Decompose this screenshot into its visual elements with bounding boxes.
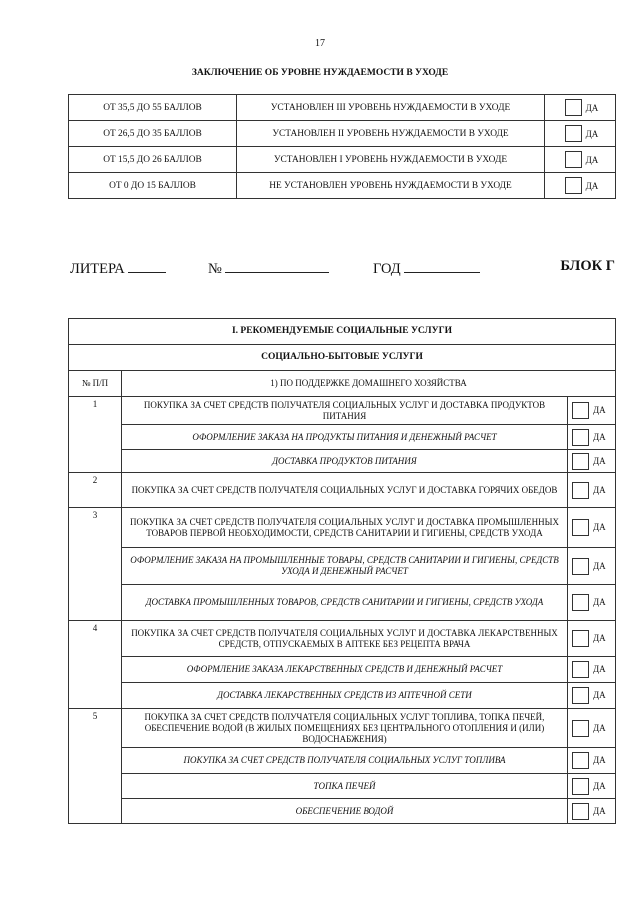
yes-checkbox[interactable] bbox=[572, 519, 589, 536]
item-number: 4 bbox=[69, 621, 122, 709]
yes-checkbox[interactable] bbox=[572, 752, 589, 769]
yes-label: ДА bbox=[585, 180, 599, 191]
answer-cell bbox=[568, 748, 616, 774]
answer-cell bbox=[545, 121, 616, 147]
item-number: 3 bbox=[69, 508, 122, 621]
service-row bbox=[69, 799, 616, 824]
yes-label: ДА bbox=[593, 484, 606, 495]
yes-label: ДА bbox=[593, 560, 606, 571]
yes-checkbox[interactable] bbox=[565, 99, 582, 116]
service-row bbox=[69, 709, 616, 748]
column-header-number: № П/П bbox=[69, 371, 122, 397]
care-level: УСТАНОВЛЕН I УРОВЕНЬ НУЖДАЕМОСТИ В УХОДЕ bbox=[237, 147, 545, 173]
page-number: 17 bbox=[315, 38, 325, 49]
conclusion-row bbox=[69, 147, 616, 173]
yes-checkbox[interactable] bbox=[572, 402, 589, 419]
answer-cell bbox=[568, 657, 616, 683]
number-field[interactable] bbox=[208, 258, 329, 278]
answer-cell bbox=[545, 147, 616, 173]
conclusion-row bbox=[69, 121, 616, 147]
item-number: 1 bbox=[69, 397, 122, 473]
service-row bbox=[69, 450, 616, 473]
yes-label: ДА bbox=[593, 431, 606, 442]
yes-label: ДА bbox=[593, 405, 606, 415]
year-field[interactable] bbox=[373, 258, 480, 278]
answer-cell bbox=[568, 585, 616, 621]
service-row bbox=[69, 774, 616, 799]
litera-field[interactable] bbox=[70, 258, 166, 278]
service-row bbox=[69, 473, 616, 508]
conclusion-table bbox=[68, 94, 616, 199]
answer-cell bbox=[568, 425, 616, 450]
yes-label: ДА bbox=[593, 722, 606, 733]
yes-label: ДА bbox=[585, 102, 599, 113]
yes-label: ДА bbox=[593, 522, 606, 532]
answer-cell bbox=[568, 709, 616, 748]
service-description: ОФОРМЛЕНИЕ ЗАКАЗА ЛЕКАРСТВЕННЫХ СРЕДСТВ И ДЕНЕЖНЫЙ РАСЧЕТ bbox=[122, 657, 568, 683]
service-row bbox=[69, 508, 616, 548]
yes-checkbox[interactable] bbox=[572, 453, 589, 470]
conclusion-title: ЗАКЛЮЧЕНИЕ ОБ УРОВНЕ НУЖДАЕМОСТИ В УХОДЕ bbox=[191, 68, 449, 78]
yes-checkbox[interactable] bbox=[572, 778, 589, 795]
yes-label: ДА bbox=[593, 780, 606, 791]
service-description: ПОКУПКА ЗА СЧЕТ СРЕДСТВ ПОЛУЧАТЕЛЯ СОЦИАЛЬНЫХ УСЛУГ ТОПЛИВА, ТОПКА ПЕЧЕЙ, ОБЕСПЕЧЕНИЕ ВОДОЙ (В ЖИЛЫХ ПОМЕЩЕНИЯХ БЕЗ ЦЕНТРАЛЬНОГО ОТОПЛЕНИЯ И (ИЛИ) ВОДОСНАБЖЕНИЯ) bbox=[122, 709, 568, 748]
answer-cell bbox=[568, 683, 616, 709]
service-description: ПОКУПКА ЗА СЧЕТ СРЕДСТВ ПОЛУЧАТЕЛЯ СОЦИАЛЬНЫХ УСЛУГ И ДОСТАВКА ПРОМЫШЛЕННЫХ ТОВАРОВ ПЕРВОЙ НЕОБХОДИМОСТИ, СРЕДСТВ САНИТАРИИ И ГИГИЕНЫ, СРЕДСТВ УХОДА bbox=[122, 508, 568, 548]
answer-cell bbox=[568, 473, 616, 508]
item-number: 2 bbox=[69, 473, 122, 508]
group-title: 1) ПО ПОДДЕРЖКЕ ДОМАШНЕГО ХОЗЯЙСТВА bbox=[122, 371, 616, 397]
litera-label: ЛИТЕРА bbox=[70, 261, 125, 277]
yes-checkbox[interactable] bbox=[565, 177, 582, 194]
score-range: ОТ 15,5 ДО 26 БАЛЛОВ bbox=[69, 147, 237, 173]
answer-cell bbox=[568, 774, 616, 799]
yes-label: ДА bbox=[593, 690, 606, 700]
service-description: ОФОРМЛЕНИЕ ЗАКАЗА НА ПРОМЫШЛЕННЫЕ ТОВАРЫ, СРЕДСТВ САНИТАРИИ И ГИГИЕНЫ, СРЕДСТВ УХОДА И ДЕНЕЖНЫЙ РАСЧЕТ bbox=[122, 548, 568, 585]
score-range: ОТ 0 ДО 15 БАЛЛОВ bbox=[69, 173, 237, 199]
service-row bbox=[69, 425, 616, 450]
yes-checkbox[interactable] bbox=[565, 151, 582, 168]
yes-checkbox[interactable] bbox=[572, 803, 589, 820]
service-row bbox=[69, 548, 616, 585]
service-description: ПОКУПКА ЗА СЧЕТ СРЕДСТВ ПОЛУЧАТЕЛЯ СОЦИАЛЬНЫХ УСЛУГ И ДОСТАВКА ГОРЯЧИХ ОБЕДОВ bbox=[122, 473, 568, 508]
section-title: I. РЕКОМЕНДУЕМЫЕ СОЦИАЛЬНЫЕ УСЛУГИ bbox=[69, 319, 616, 345]
care-level: НЕ УСТАНОВЛЕН УРОВЕНЬ НУЖДАЕМОСТИ В УХОДЕ bbox=[237, 173, 545, 199]
service-row bbox=[69, 621, 616, 657]
answer-cell bbox=[568, 397, 616, 425]
yes-checkbox[interactable] bbox=[572, 630, 589, 647]
care-level: УСТАНОВЛЕН III УРОВЕНЬ НУЖДАЕМОСТИ В УХОДЕ bbox=[237, 95, 545, 121]
answer-cell bbox=[545, 95, 616, 121]
yes-label: ДА bbox=[593, 455, 606, 466]
yes-label: ДА bbox=[585, 128, 599, 139]
service-description: ДОСТАВКА ПРОДУКТОВ ПИТАНИЯ bbox=[122, 450, 568, 473]
subsection-title: СОЦИАЛЬНО-БЫТОВЫЕ УСЛУГИ bbox=[69, 345, 616, 371]
service-row bbox=[69, 585, 616, 621]
block-label: БЛОК Г bbox=[560, 258, 615, 274]
answer-cell bbox=[568, 508, 616, 548]
yes-checkbox[interactable] bbox=[572, 429, 589, 446]
document-fill-line bbox=[70, 258, 615, 280]
number-blank[interactable] bbox=[225, 258, 329, 273]
yes-checkbox[interactable] bbox=[572, 720, 589, 737]
answer-cell bbox=[568, 548, 616, 585]
services-table bbox=[68, 318, 616, 824]
yes-label: ДА bbox=[593, 597, 606, 607]
number-label: № bbox=[208, 261, 222, 277]
item-number: 5 bbox=[69, 709, 122, 824]
service-description: ОФОРМЛЕНИЕ ЗАКАЗА НА ПРОДУКТЫ ПИТАНИЯ И ДЕНЕЖНЫЙ РАСЧЕТ bbox=[122, 425, 568, 450]
service-description: ДОСТАВКА ПРОМЫШЛЕННЫХ ТОВАРОВ, СРЕДСТВ САНИТАРИИ И ГИГИЕНЫ, СРЕДСТВ УХОДА bbox=[122, 585, 568, 621]
yes-checkbox[interactable] bbox=[572, 687, 589, 704]
service-row bbox=[69, 748, 616, 774]
service-row bbox=[69, 683, 616, 709]
yes-label: ДА bbox=[593, 805, 606, 816]
service-row bbox=[69, 657, 616, 683]
service-description: ОБЕСПЕЧЕНИЕ ВОДОЙ bbox=[122, 799, 568, 824]
year-label: ГОД bbox=[373, 261, 401, 277]
yes-label: ДА bbox=[593, 755, 606, 765]
score-range: ОТ 26,5 ДО 35 БАЛЛОВ bbox=[69, 121, 237, 147]
service-description: ТОПКА ПЕЧЕЙ bbox=[122, 774, 568, 799]
year-blank[interactable] bbox=[404, 258, 480, 273]
answer-cell bbox=[568, 621, 616, 657]
yes-checkbox[interactable] bbox=[565, 125, 582, 142]
score-range: ОТ 35,5 ДО 55 БАЛЛОВ bbox=[69, 95, 237, 121]
yes-checkbox[interactable] bbox=[572, 482, 589, 499]
service-description: ДОСТАВКА ЛЕКАРСТВЕННЫХ СРЕДСТВ ИЗ АПТЕЧНОЙ СЕТИ bbox=[122, 683, 568, 709]
service-description: ПОКУПКА ЗА СЧЕТ СРЕДСТВ ПОЛУЧАТЕЛЯ СОЦИАЛЬНЫХ УСЛУГ И ДОСТАВКА ЛЕКАРСТВЕННЫХ СРЕДСТВ, ОТПУСКАЕМЫХ В АПТЕКЕ БЕЗ РЕЦЕПТА ВРАЧА bbox=[122, 621, 568, 657]
answer-cell bbox=[545, 173, 616, 199]
yes-checkbox[interactable] bbox=[572, 661, 589, 678]
answer-cell bbox=[568, 450, 616, 473]
conclusion-row bbox=[69, 173, 616, 199]
yes-label: ДА bbox=[593, 664, 606, 674]
service-description: ПОКУПКА ЗА СЧЕТ СРЕДСТВ ПОЛУЧАТЕЛЯ СОЦИАЛЬНЫХ УСЛУГ ТОПЛИВА bbox=[122, 748, 568, 774]
conclusion-row bbox=[69, 95, 616, 121]
yes-checkbox[interactable] bbox=[572, 558, 589, 575]
service-description: ПОКУПКА ЗА СЧЕТ СРЕДСТВ ПОЛУЧАТЕЛЯ СОЦИАЛЬНЫХ УСЛУГ И ДОСТАВКА ПРОДУКТОВ ПИТАНИЯ bbox=[122, 397, 568, 425]
yes-checkbox[interactable] bbox=[572, 594, 589, 611]
care-level: УСТАНОВЛЕН II УРОВЕНЬ НУЖДАЕМОСТИ В УХОДЕ bbox=[237, 121, 545, 147]
yes-label: ДА bbox=[585, 154, 599, 165]
litera-blank[interactable] bbox=[128, 258, 166, 273]
yes-label: ДА bbox=[593, 633, 606, 643]
service-row bbox=[69, 397, 616, 425]
answer-cell bbox=[568, 799, 616, 824]
